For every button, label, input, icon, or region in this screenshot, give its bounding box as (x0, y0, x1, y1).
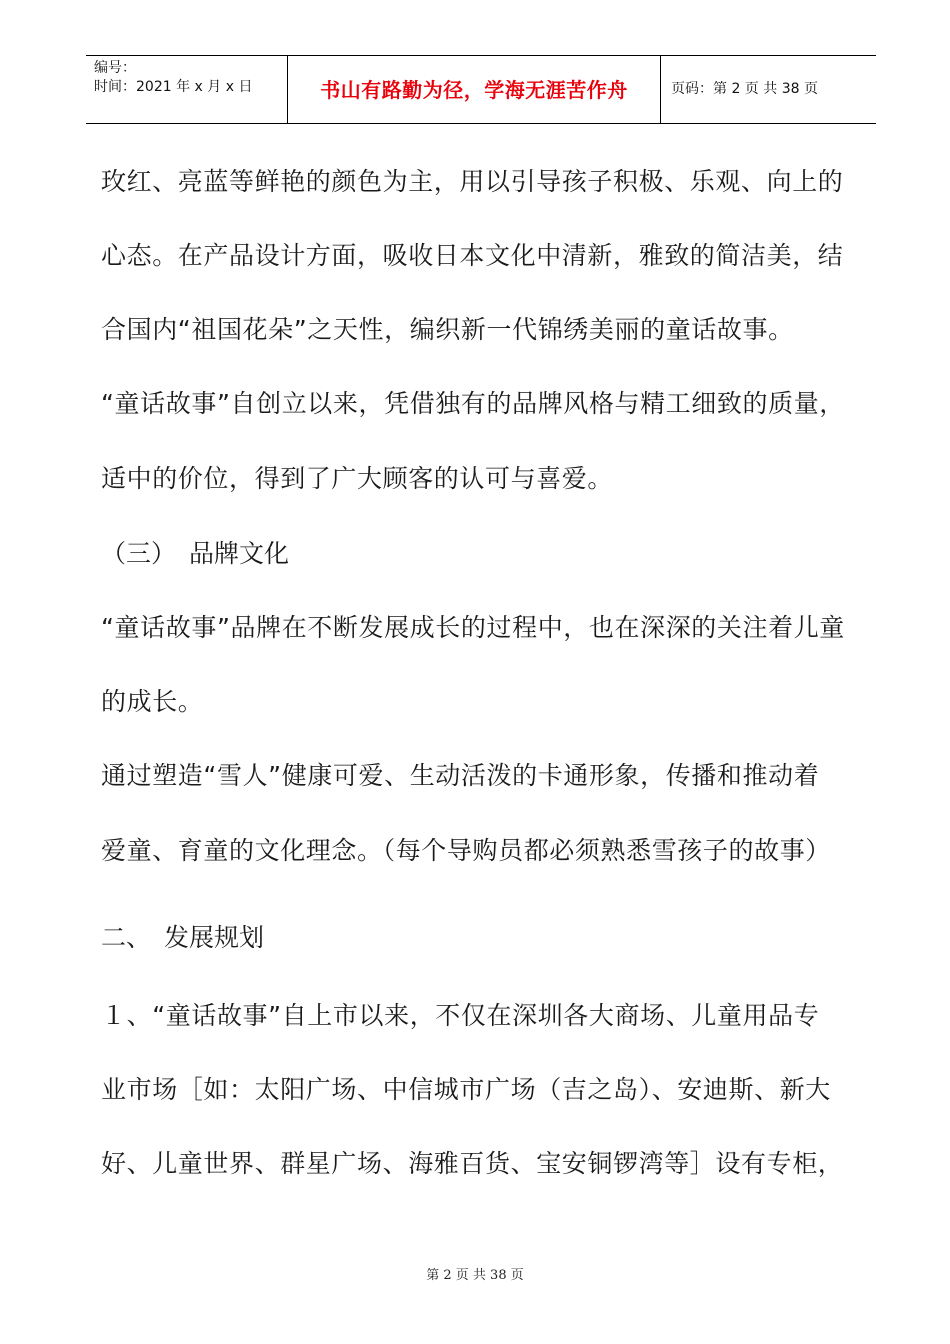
paragraph-line: 适中的价位，得到了广大顾客的认可与喜爱。 (101, 464, 614, 493)
paragraph-line: 心态。在产品设计方面，吸收日本文化中清新，雅致的简洁美，结 (101, 241, 844, 270)
paragraph-line: 业市场［如：太阳广场、中信城市广场（吉之岛）、安迪斯、新大 (101, 1075, 831, 1104)
header-meta-cell (86, 56, 288, 123)
paragraph-line: 的成长。 (101, 687, 204, 716)
header-table (86, 55, 876, 124)
paragraph-line: 好、儿童世界、群星广场、海雅百货、宝安铜锣湾等］设有专柜， (101, 1149, 844, 1178)
page-footer: 第 2 页 共 38 页 (426, 1268, 524, 1283)
header-motto: 书山有路勤为径，学海无涯苦作舟 (320, 78, 628, 102)
document-number-label: 编号： (94, 60, 136, 76)
paragraph-line: 通过塑造“雪人”健康可爱、生动活泼的卡通形象，传播和推动着 (101, 761, 820, 790)
document-time-label: 时间：2021 年 x 月 x 日 (94, 79, 253, 95)
header-motto-cell (288, 56, 661, 123)
paragraph-line: 爱童、育童的文化理念。（每个导购员都必须熟悉雪孩子的故事） (101, 836, 831, 865)
paragraph-line: “童话故事”自创立以来，凭借独有的品牌风格与精工细致的质量， (101, 389, 845, 418)
header-page-cell (661, 56, 876, 123)
section-heading: 发展规划 (164, 923, 265, 952)
header-page-info: 页码：第 2 页 共 38 页 (671, 81, 818, 97)
paragraph-line: “童话故事”品牌在不断发展成长的过程中，也在深深的关注着儿童 (101, 613, 845, 642)
paragraph-line: 玫红、亮蓝等鲜艳的颜色为主，用以引导孩子积极、乐观、向上的 (101, 167, 844, 196)
paragraph-line: １、“童话故事”自上市以来，不仅在深圳各大商场、儿童用品专 (101, 1001, 820, 1030)
section-number: 二、 (101, 923, 152, 952)
paragraph-line: 合国内“祖国花朵”之天性，编织新一代锦绣美丽的童话故事。 (101, 315, 794, 344)
section-heading: 品牌文化 (189, 539, 290, 568)
section-number: （三） (101, 539, 177, 568)
